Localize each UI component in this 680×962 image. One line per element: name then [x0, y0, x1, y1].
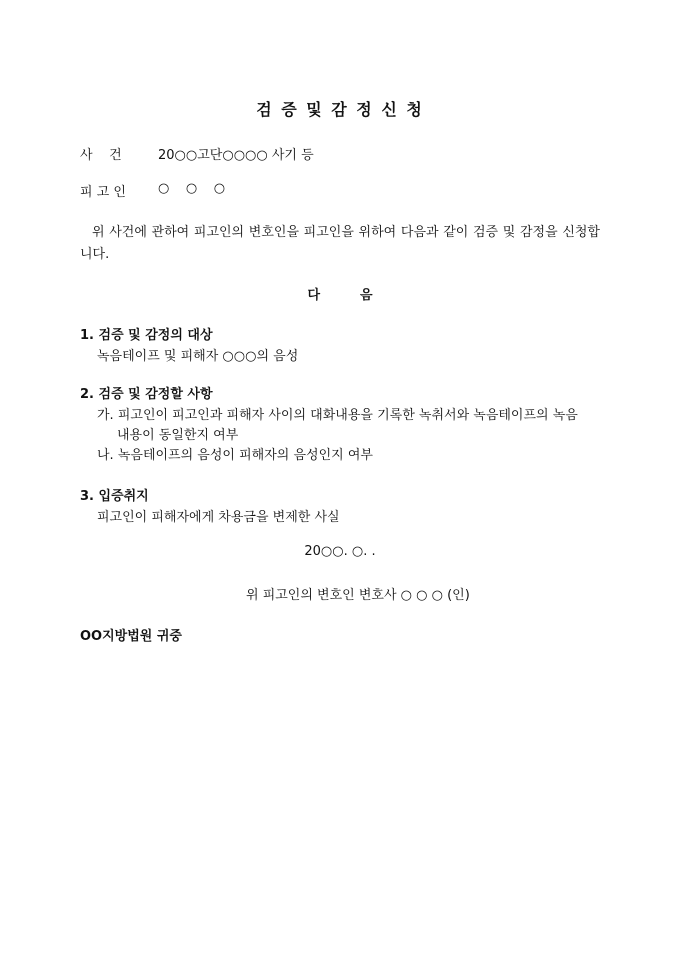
signer-line: 위 피고인의 변호인 변호사 ○ ○ ○ (인): [246, 588, 470, 603]
item-2-line-1: 가. 피고인이 피고인과 피해자 사이의 대화내용을 기록한 녹취서와 녹음테이프의 녹음: [97, 408, 578, 423]
intro-paragraph: 위 사건에 관하여 피고인의 변호인을 피고인을 위하여 다음과 같이 검증 및 감정을 신청합니다.: [80, 225, 600, 262]
item-2-title: 2. 검증 및 감정할 사항: [80, 387, 213, 402]
item-3-title: 3. 입증취지: [80, 489, 149, 504]
document-date: 20○○. ○. .: [304, 544, 376, 559]
item-1-line-1: 녹음테이프 및 피해자 ○○○의 음성: [97, 349, 299, 364]
case-value: 20○○고단○○○○ 사기 등: [158, 148, 314, 163]
defendant-value: ○ ○ ○: [158, 181, 226, 196]
case-label: 사 건: [80, 148, 122, 163]
defendant-label: 피 고 인: [80, 185, 126, 200]
item-2-line-2: 내용이 동일한지 여부: [117, 428, 239, 443]
item-3-line-1: 피고인이 피해자에게 차용금을 변제한 사실: [97, 510, 340, 525]
item-1-title: 1. 검증 및 감정의 대상: [80, 328, 213, 343]
document-title: 검 증 및 감 정 신 청: [256, 100, 424, 119]
item-2-line-3: 나. 녹음테이프의 음성이 피해자의 음성인지 여부: [97, 448, 373, 463]
court-addressee: OO지방법원 귀중: [80, 629, 182, 644]
section-heading: 다음: [307, 288, 413, 303]
